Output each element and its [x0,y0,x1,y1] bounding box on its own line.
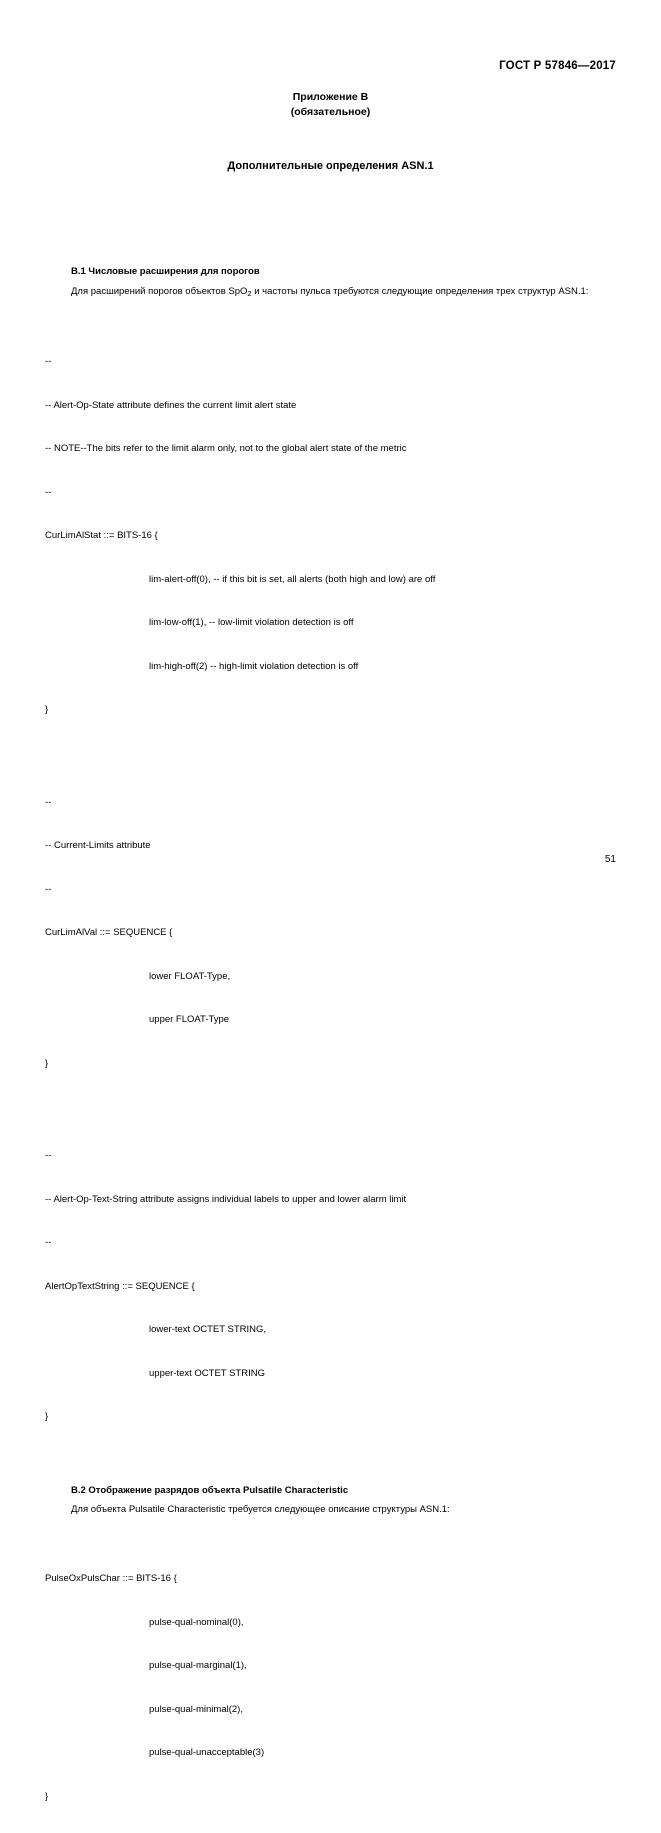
code-line: } [45,704,49,716]
section-b1 [45,265,615,1454]
code-line: -- Current-Limits attribute [45,840,151,852]
section-b1-paragraph-subscript: 2 [247,288,252,298]
code-line: pulse-qual-minimal(2), [149,1703,243,1715]
code-line: -- [45,883,52,895]
code-line: lower FLOAT-Type, [149,970,231,982]
code-line: } [45,1790,49,1802]
spacer [45,747,615,767]
code-line: AlertOpTextString ::= SEQUENCE { [45,1280,195,1292]
section-b2 [45,1484,615,1833]
code-block-curlimalval [45,767,615,1101]
code-line: -- [45,1150,52,1162]
code-line: lower-text OCTET STRING, [149,1324,267,1336]
annex-title-line2: (обязательное) [290,106,371,118]
spacer [45,1454,615,1484]
annex-title-line1: Приложение В [292,91,369,103]
section-b2-heading: В.2 Отображение разрядов объекта Pulsatile Characteristic [71,1484,349,1496]
code-line: CurLimAlVal ::= SEQUENCE { [45,927,173,939]
code-line: pulse-qual-marginal(1), [149,1660,247,1672]
code-line: -- [45,1237,52,1249]
section-b2-paragraph: Для объекта Pulsatile Characteristic требуется следующее описание структуры ASN.1: [71,1504,450,1516]
section-b1-paragraph-part1: Для расширений порогов объектов SpO [71,285,248,297]
code-line: lim-alert-off(0), -- if this bit is set, all alerts (both high and low) are off [149,573,436,585]
code-line: } [45,1057,49,1069]
code-line: pulse-qual-nominal(0), [149,1616,244,1628]
annex-doc-title: Дополнительные определения ASN.1 [227,160,434,172]
code-block-alertoptextstring [45,1120,615,1454]
page-number: 51 [604,854,616,865]
code-line: lim-high-off(2) -- high-limit violation detection is off [149,660,359,672]
document-body [45,265,615,1833]
spacer [45,1523,615,1543]
spacer [45,1100,615,1120]
code-line: lim-low-off(1), -- low-limit violation detection is off [149,617,354,629]
code-line: upper-text OCTET STRING [149,1367,265,1379]
code-block-pulseoxpulschar [45,1543,615,1833]
section-b1-heading: В.1 Числовые расширения для порогов [71,266,260,277]
code-line: PulseOxPulsChar ::= BITS-16 { [45,1573,177,1585]
annex-heading [0,90,661,120]
code-line: pulse-qual-unacceptable(3) [149,1747,265,1759]
section-b1-paragraph-part2: и частоты пульса требуются следующие определения трех структур ASN.1: [251,285,589,297]
code-line: -- Alert-Op-Text-String attribute assigns individual labels to upper and lower alarm limit [45,1193,407,1205]
code-line: -- [45,356,52,368]
code-line: CurLimAlStat ::= BITS-16 { [45,530,158,542]
code-line: -- NOTE--The bits refer to the limit alarm only, not to the global alert state of the metric [45,443,407,455]
code-line: -- Alert-Op-State attribute defines the current limit alert state [45,399,297,411]
code-line: upper FLOAT-Type [149,1014,230,1026]
code-line: -- [45,796,52,808]
code-line: -- [45,486,52,498]
code-block-curlimalstat [45,326,615,747]
code-line: } [45,1411,49,1423]
section-b1-paragraph [45,285,615,301]
spacer [45,306,615,326]
page-header-standard-id: ГОСТ Р 57846—2017 [499,60,616,72]
